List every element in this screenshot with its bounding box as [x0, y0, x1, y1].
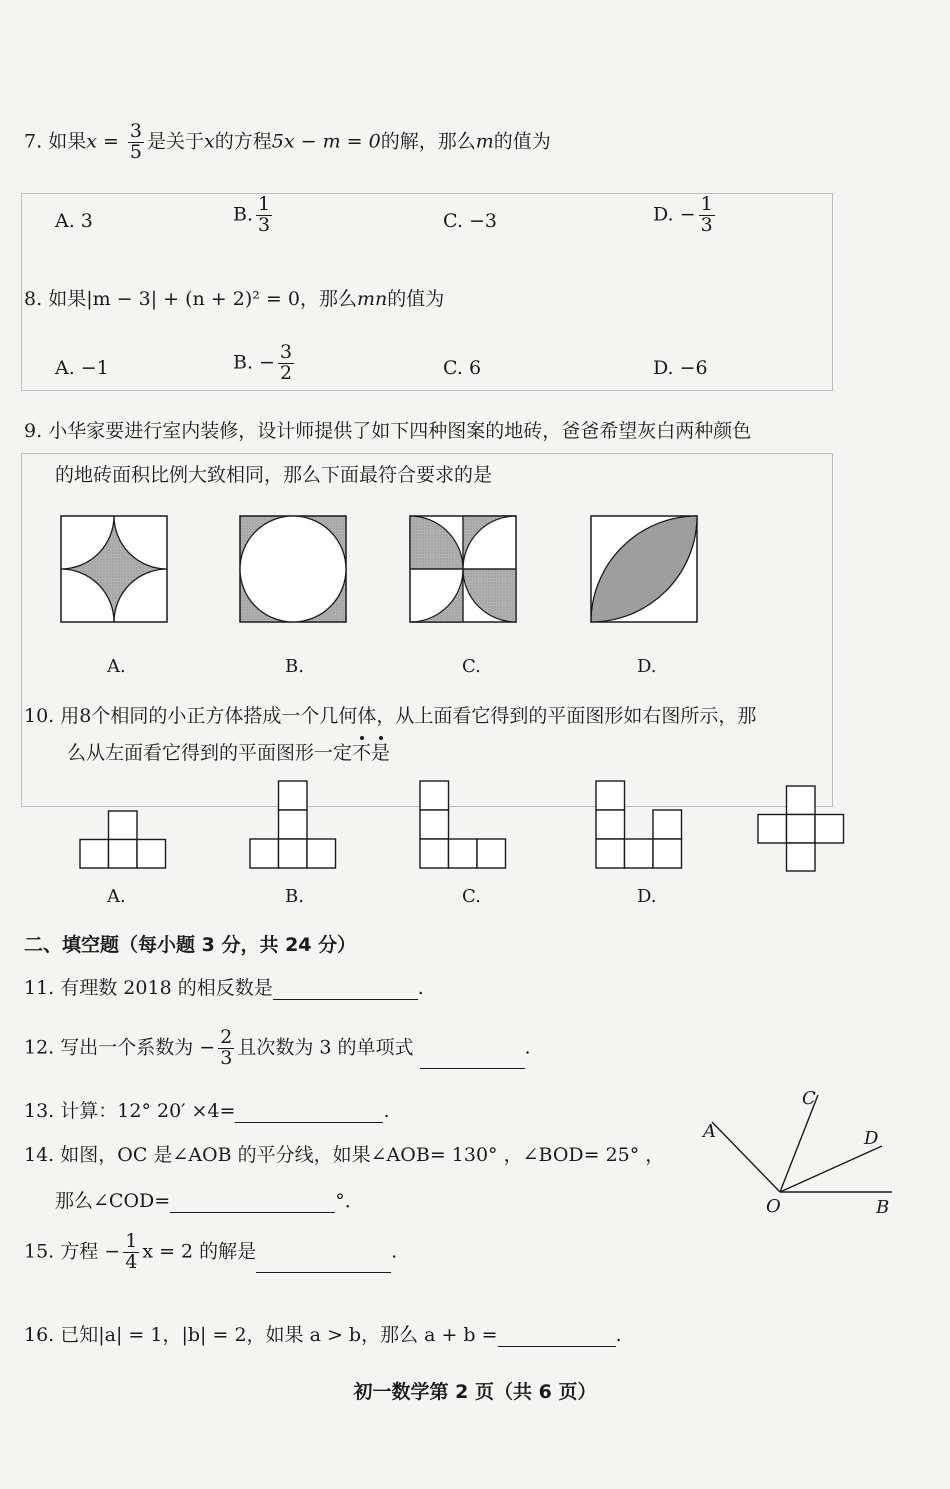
q11-answer-blank[interactable]: [273, 979, 418, 1000]
q7-option-b-fraction: $\frac{1}{3}$: [258, 193, 271, 236]
q11-end: .: [417, 977, 424, 999]
q11-number: 11.: [24, 977, 55, 999]
question-14: [24, 1140, 664, 1167]
q7-option-d[interactable]: [653, 195, 718, 236]
q10-view-d[interactable]: [596, 780, 682, 870]
q7-text-pre: 如果: [48, 130, 87, 153]
q7-option-b[interactable]: [233, 195, 275, 236]
q13-end: .: [383, 1100, 390, 1122]
q9-tile-d[interactable]: [591, 516, 697, 622]
question-13: [24, 1096, 390, 1123]
q8-option-b-fraction: $\frac{3}{2}$: [279, 341, 293, 384]
q14-label-d: D: [864, 1128, 879, 1149]
section-2-heading: 二、填空题（每小题 3 分，共 24 分）: [24, 934, 357, 956]
q16-number: 16.: [24, 1324, 55, 1346]
q15-number: 15.: [24, 1240, 55, 1263]
question-12: [24, 1028, 531, 1069]
q10-number: 10.: [24, 705, 55, 727]
q10-label-c: C.: [462, 886, 481, 907]
question-15: [24, 1232, 397, 1273]
q14-end: °．: [335, 1190, 364, 1212]
q12-text-pre: 写出一个系数为 −: [60, 1036, 216, 1059]
q14-label-b: B: [876, 1197, 890, 1218]
q7-option-d-fraction: $\frac{1}{3}$: [700, 193, 713, 236]
question-10: [24, 701, 756, 728]
q7-option-a[interactable]: A. 3: [55, 210, 93, 232]
q16-answer-blank[interactable]: [498, 1326, 616, 1347]
q7-text-end: 的值为: [493, 130, 551, 153]
q8-text-end: 的值为: [387, 288, 445, 310]
q10-view-b[interactable]: [250, 780, 336, 870]
q10-view-c[interactable]: [420, 780, 506, 870]
q8-option-a[interactable]: A. −1: [55, 357, 109, 379]
q7-text-mid: 是关于: [147, 130, 205, 153]
q9-line-2: 的地砖面积比例大致相同，那么下面最符合要求的是: [55, 464, 493, 486]
q16-end: .: [615, 1324, 622, 1346]
question-8: [24, 284, 444, 311]
q7-var-x: x: [86, 130, 97, 153]
q9-label-d: D.: [637, 656, 657, 677]
q10-emphasis-bu: 不: [352, 742, 372, 764]
question-9: [24, 416, 751, 443]
q10-line-2: [67, 738, 390, 765]
q8-option-b-label: B. −: [233, 351, 275, 374]
question-11: [24, 973, 424, 1000]
q9-number: 9.: [24, 420, 43, 442]
q12-fraction: $\frac{2}{3}$: [220, 1026, 233, 1069]
q15-fraction: $\frac{1}{4}$: [125, 1230, 138, 1273]
q13-answer-blank[interactable]: [235, 1102, 383, 1123]
q14-label-a: A: [703, 1121, 716, 1142]
q9-label-a: A.: [107, 656, 126, 677]
q13-number: 13.: [24, 1100, 55, 1122]
q9-tile-a[interactable]: [61, 516, 167, 622]
q15-answer-blank[interactable]: [256, 1252, 391, 1273]
q14-label-c: C: [802, 1088, 816, 1109]
q8-text: 如果|m − 3| + (n + 2)² = 0，那么: [48, 288, 357, 310]
q7-option-c[interactable]: C. −3: [443, 210, 497, 232]
q15-text-pre: 方程 −: [60, 1240, 121, 1263]
q7-option-b-label: B.: [233, 203, 254, 226]
q10-label-b: B.: [285, 886, 304, 907]
q10-line-2-text: 么从左面看它得到的平面图形一定: [67, 742, 353, 764]
q7-text-mid3: 的解，那么: [380, 130, 476, 153]
q9-label-b: B.: [285, 656, 304, 677]
page-footer: 初一数学第 2 页（共 6 页）: [353, 1381, 597, 1403]
question-16: [24, 1320, 622, 1347]
q7-number: 7.: [24, 130, 43, 153]
q10-line-1: 用8个相同的小正方体搭成一个几何体，从上面看它得到的平面图形如右图所示，那: [60, 705, 757, 727]
q9-line-1: 小华家要进行室内装修，设计师提供了如下四种图案的地砖，爸爸希望灰白两种颜色: [48, 420, 752, 442]
q7-var-m: m: [475, 130, 494, 153]
q14-answer-blank[interactable]: [170, 1192, 335, 1213]
q12-answer-blank[interactable]: [420, 1048, 525, 1069]
q15-end: .: [391, 1240, 398, 1263]
q10-label-a: A.: [107, 886, 126, 907]
question-7: [24, 122, 551, 163]
q14-label-o: O: [766, 1196, 781, 1217]
q7-var-x2: x: [204, 130, 215, 153]
q14-line-2-text: 那么∠COD=: [55, 1190, 171, 1212]
q14-number: 14.: [24, 1144, 55, 1166]
q7-equation: 5x − m = 0: [271, 130, 381, 153]
q13-text: 计算：12° 20′ ×4=: [60, 1100, 236, 1122]
q16-text: 已知|a| = 1，|b| = 2，如果 a > b，那么 a + b =: [60, 1324, 498, 1346]
q10-emphasis-shi: 是: [371, 742, 391, 764]
q7-text-mid2: 的方程: [214, 130, 272, 153]
q9-label-c: C.: [462, 656, 481, 677]
q7-eq: =: [96, 130, 125, 153]
q15-text-post: x = 2 的解是: [142, 1240, 257, 1263]
q10-view-a[interactable]: [80, 810, 166, 870]
q12-text-post: 且次数为 3 的单项式: [237, 1036, 414, 1059]
q14-line-1: 如图，OC 是∠AOB 的平分线，如果∠AOB= 130° ，∠BOD= 25° ，: [60, 1144, 665, 1166]
q14-line-2: [55, 1186, 364, 1213]
q9-tile-c[interactable]: [410, 516, 516, 622]
q8-option-d[interactable]: D. −6: [653, 357, 708, 379]
q8-option-c[interactable]: C. 6: [443, 357, 482, 379]
q8-option-b[interactable]: [233, 343, 297, 384]
q12-number: 12.: [24, 1036, 55, 1059]
q12-end: .: [524, 1036, 531, 1059]
q7-option-d-label: D. −: [653, 203, 696, 226]
q8-number: 8.: [24, 288, 43, 310]
q7-fraction: $\frac{3}{5}$: [129, 120, 143, 163]
q10-label-d: D.: [637, 886, 657, 907]
q11-text: 有理数 2018 的相反数是: [60, 977, 273, 999]
q8-var-mn: mn: [356, 288, 388, 310]
q9-tile-b[interactable]: [240, 516, 346, 622]
q10-top-view: [758, 785, 844, 871]
